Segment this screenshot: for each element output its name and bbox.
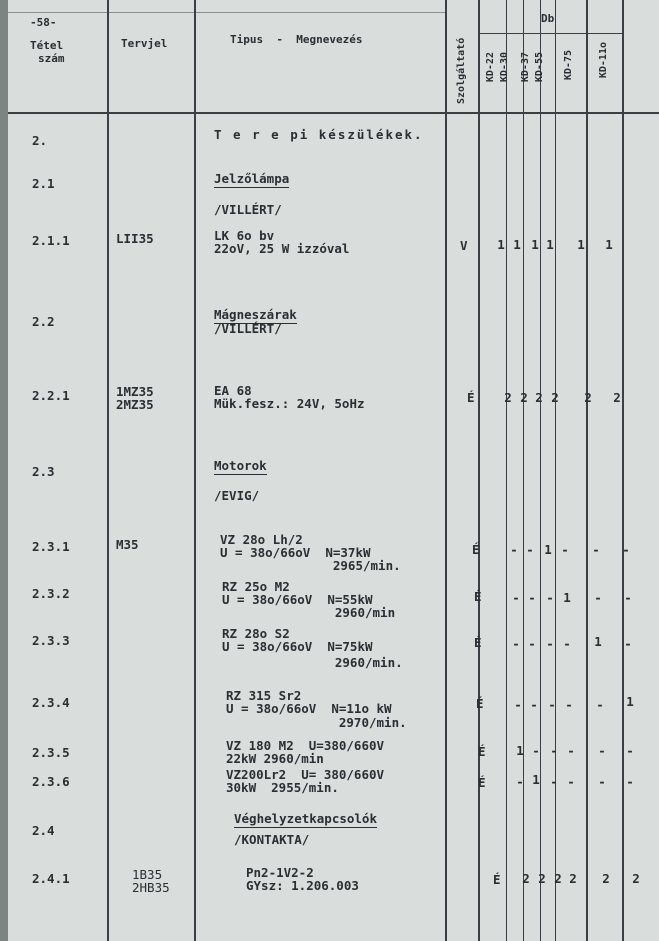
column-divider <box>555 0 556 941</box>
qty-cell: 2 <box>535 390 543 405</box>
item-number: 2.3 <box>32 464 55 479</box>
section-heading: Véghelyzetkapcsolók <box>234 811 377 826</box>
qty-cell: - <box>546 636 554 651</box>
item-supplier: É <box>467 390 475 405</box>
header-item-label: Tétel <box>30 39 64 52</box>
item-description: 2965/min. <box>220 558 401 573</box>
qty-cell: - <box>532 743 540 758</box>
qty-cell: - <box>561 542 569 557</box>
item-code: M35 <box>116 537 139 552</box>
column-divider <box>107 0 109 941</box>
qty-cell: - <box>596 697 604 712</box>
qty-cell: 1 <box>531 237 539 252</box>
qty-cell: - <box>546 590 554 605</box>
qty-cell: - <box>598 774 606 789</box>
header-type: Tipus - Megnevezés <box>230 33 363 46</box>
item-description: RZ 25o M2 <box>222 579 290 594</box>
header-variant: KD-37 <box>520 52 531 83</box>
qty-cell: - <box>624 636 632 651</box>
qty-cell: - <box>510 542 518 557</box>
item-description: /KONTAKTA/ <box>234 832 310 847</box>
item-description: /VILLÉRT/ <box>214 202 282 217</box>
header-code: Tervjel <box>121 37 168 50</box>
item-description: RZ 315 Sr2 <box>226 688 302 703</box>
qty-cell: - <box>516 774 524 789</box>
item-description: 30kW 2955/min. <box>226 780 339 795</box>
qty-cell: 2 <box>504 390 512 405</box>
header-variant: KD-11o <box>598 42 609 79</box>
qty-cell: 1 <box>544 542 552 557</box>
item-description: LK 6o bv <box>214 228 275 243</box>
qty-cell: - <box>550 774 558 789</box>
item-number: 2.4.1 <box>32 871 70 886</box>
qty-cell: - <box>512 636 520 651</box>
item-supplier: É <box>472 542 480 557</box>
qty-cell: 2 <box>569 871 577 886</box>
column-divider <box>478 0 480 941</box>
column-divider <box>506 0 507 941</box>
qty-cell: 1 <box>497 237 505 252</box>
item-description: Pn2-1V2-2 <box>246 865 314 880</box>
item-number: 2.1 <box>32 176 55 191</box>
item-description: VZ200Lr2 U= 380/660V <box>226 767 385 782</box>
qty-cell: 1 <box>594 634 602 649</box>
item-number: 2.3.6 <box>32 774 70 789</box>
item-supplier: É <box>474 589 482 604</box>
header-variant: KD-22 <box>485 52 496 83</box>
qty-cell: 1 <box>516 743 524 758</box>
item-supplier: É <box>478 775 486 790</box>
item-supplier: É <box>474 635 482 650</box>
qty-cell: - <box>594 590 602 605</box>
item-description: EA 68 <box>214 383 252 398</box>
qty-cell: 2 <box>613 390 621 405</box>
item-number: 2.2 <box>32 314 55 329</box>
section-heading: Motorok <box>214 458 267 473</box>
qty-cell: 1 <box>546 237 554 252</box>
header-rule <box>8 112 659 114</box>
item-code: 1MZ35 2MZ35 <box>116 384 154 412</box>
item-number: 2.3.3 <box>32 633 70 648</box>
qty-cell: - <box>514 697 522 712</box>
qty-cell: - <box>626 743 634 758</box>
header-qty: Db <box>541 12 555 25</box>
item-description: U = 38o/66oV N=55kW <box>222 592 373 607</box>
qty-cell: 1 <box>626 694 634 709</box>
item-number: 2.3.2 <box>32 586 70 601</box>
column-divider <box>194 0 196 941</box>
item-description: VZ 28o Lh/2 <box>220 532 303 547</box>
item-description: GYsz: 1.206.003 <box>246 878 359 893</box>
qty-cell: - <box>528 590 536 605</box>
item-number: 2.1.1 <box>32 233 70 248</box>
header-supplier: Szolgáltató <box>456 37 467 104</box>
item-description: U = 38o/66oV N=37kW <box>220 545 371 560</box>
header-variant: KD-30 <box>499 52 510 83</box>
qty-cell: - <box>548 697 556 712</box>
item-supplier: É <box>478 744 486 759</box>
item-description: U = 38o/66oV N=11o kW <box>226 701 392 716</box>
qty-cell: - <box>565 697 573 712</box>
qty-cell: 1 <box>577 237 585 252</box>
header-variant: KD-75 <box>563 50 574 81</box>
item-number: 2.3.4 <box>32 695 70 710</box>
item-description: 22kW 2960/min <box>226 751 324 766</box>
top-rule <box>8 12 445 13</box>
item-description: RZ 28o S2 <box>222 626 290 641</box>
item-number: 2. <box>32 133 48 148</box>
qty-cell: - <box>592 542 600 557</box>
qty-cell: - <box>550 743 558 758</box>
section-heading: Mágneszárak <box>214 307 297 322</box>
item-description: VZ 180 M2 U=380/660V <box>226 738 385 753</box>
qty-cell: 1 <box>563 590 571 605</box>
qty-cell: - <box>626 774 634 789</box>
qty-cell: - <box>563 636 571 651</box>
qty-cell: - <box>526 542 534 557</box>
item-description: 22oV, 25 W izzóval <box>214 241 350 256</box>
column-divider <box>445 0 447 941</box>
document-page <box>8 0 659 941</box>
qty-cell: 2 <box>522 871 530 886</box>
header-item-label-2: szám <box>38 52 65 65</box>
qty-cell: - <box>624 590 632 605</box>
item-description: 2960/min <box>222 605 396 620</box>
section-heading: Jelzőlámpa <box>214 171 290 186</box>
item-supplier: É <box>476 696 484 711</box>
column-divider <box>540 0 541 941</box>
qty-cell: - <box>567 743 575 758</box>
header-variant: KD-55 <box>534 52 545 83</box>
qty-cell: - <box>528 636 536 651</box>
qty-cell: - <box>530 697 538 712</box>
qty-cell: 2 <box>602 871 610 886</box>
item-supplier: V <box>460 238 468 253</box>
qty-cell: 2 <box>554 871 562 886</box>
qty-cell: 2 <box>538 871 546 886</box>
item-supplier: É <box>493 872 501 887</box>
qty-cell: - <box>567 774 575 789</box>
item-description: /VILLÉRT/ <box>214 321 282 336</box>
qty-cell: 2 <box>551 390 559 405</box>
column-divider <box>622 0 624 941</box>
qty-cell: 1 <box>532 772 540 787</box>
page-number: -58- <box>30 16 57 29</box>
qty-cell: 1 <box>605 237 613 252</box>
item-number: 2.3.5 <box>32 745 70 760</box>
item-code: 1B35 2HB35 <box>132 867 170 895</box>
item-number: 2.3.1 <box>32 539 70 554</box>
item-description: /EVIG/ <box>214 488 260 503</box>
item-number: 2.2.1 <box>32 388 70 403</box>
item-description: T e r e pi készülékek. <box>214 127 424 142</box>
qty-cell: 2 <box>584 390 592 405</box>
qty-cell: 2 <box>632 871 640 886</box>
qty-cell: 2 <box>520 390 528 405</box>
qty-cell: - <box>598 743 606 758</box>
column-divider <box>586 0 588 941</box>
item-description: U = 38o/66oV N=75kW <box>222 639 373 654</box>
qty-header-rule <box>478 33 622 34</box>
item-number: 2.4 <box>32 823 55 838</box>
item-description: 2970/min. <box>226 715 407 730</box>
item-description: Mük.fesz.: 24V, 5oHz <box>214 396 365 411</box>
qty-cell: - <box>512 590 520 605</box>
item-description: 2960/min. <box>222 655 403 670</box>
column-divider <box>523 0 524 941</box>
qty-cell: - <box>622 542 630 557</box>
qty-cell: 1 <box>513 237 521 252</box>
item-code: LII35 <box>116 231 154 246</box>
